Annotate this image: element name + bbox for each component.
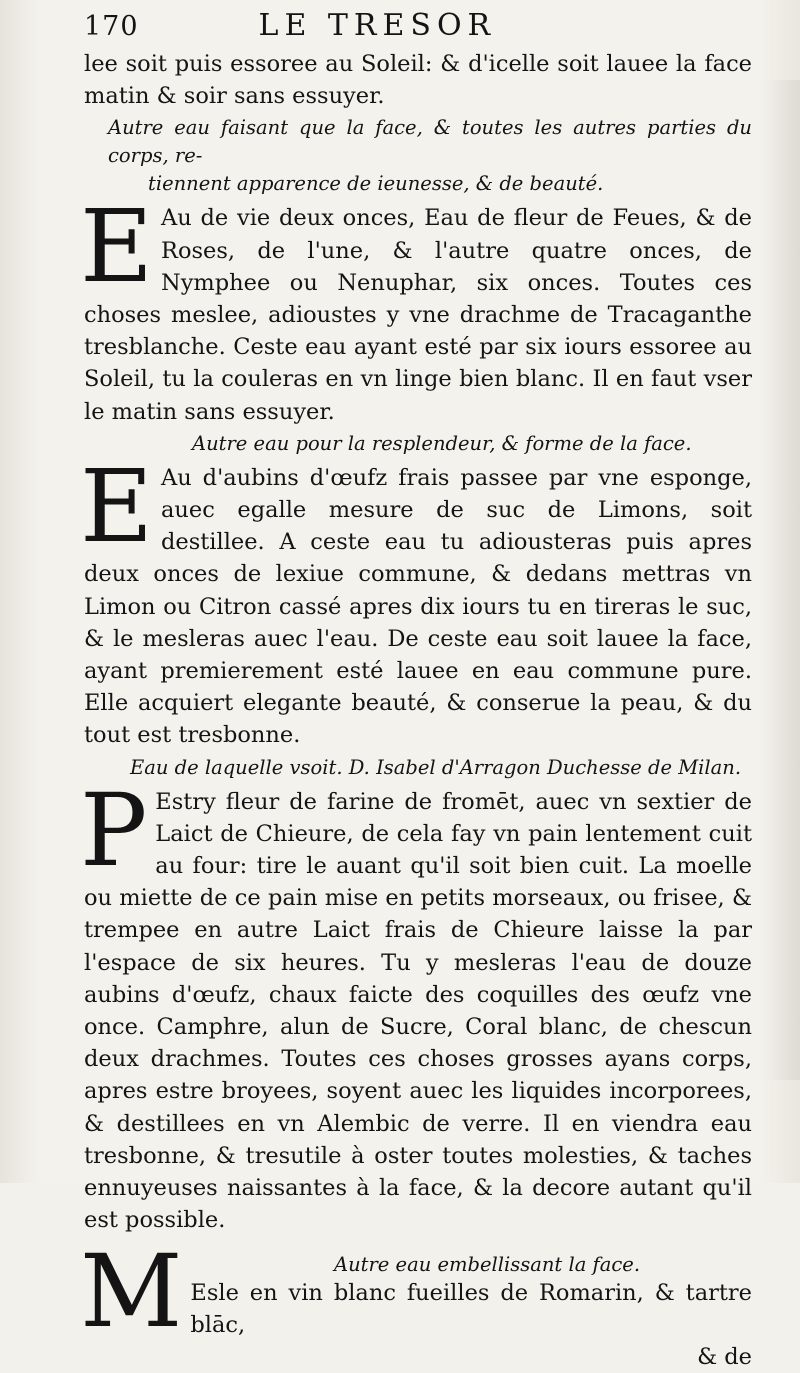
paragraph-3-text: Estry fleur de farine de fromēt, auec vn sextier de Laict de Chieure, de cela fay vn pain lentement cuit au four: tire le auant qu'il soit bien cuit. La moelle ou miette de ce pain mise en petits morseaux, ou frisee, & trempee en autre Laict frais de Chieure laisse la par l'espace de six heures. Tu y mesleras l'eau de douze aubins d'œufz, chaux faicte des coquilles des œufz vne once. Camphre, alun de Sucre, Coral blanc, de chescun deux drachmes. Toutes ces choses grosses ayans corps, apres estre broyees, soyent auec les liquides incorporees, & destillees en vn Alembic de verre. Il en viendra eau tresbonne, & tresutile à oster toutes molesties, & taches ennuyeuses naissantes à la face, & la decore autant qu'il est possible. [84, 789, 752, 1234]
page-header [84, 8, 752, 48]
drop-cap-2: E [80, 464, 153, 552]
heading-1-line-1: Autre eau faisant que la face, & toutes les autres parties du corps, re- [108, 116, 752, 167]
heading-3: Eau de laquelle vsoit. D. Isabel d'Arragon Duchesse de Milan. [84, 754, 752, 782]
drop-cap-1: E [80, 204, 153, 292]
paragraph-3 [84, 786, 752, 1237]
heading-1 [84, 114, 752, 198]
body-text [84, 48, 752, 1373]
paragraph-1-text: Au de vie deux onces, Eau de fleur de Feues, & de Roses, de l'une, & l'autre quatre onces, de Nymphee ou Nenuphar, six onces. Toutes ces choses meslee, adioustes y vne drachme de Tracaganthe tresblanche. Ceste eau ayant esté par six iours essoree au Soleil, tu la couleras en vn linge bien blanc. Il en faut vser le matin sans essuyer. [84, 205, 752, 424]
running-title: LE TRESOR [259, 8, 497, 43]
paragraph-2-text: Au d'aubins d'œufz frais passee par vne esponge, auec egalle mesure de suc de Limons, soit destillee. A ceste eau tu adiousteras puis apres deux onces de lexiue commune, & dedans mettras vn Limon ou Citron cassé apres dix iours tu en tireras le suc, & le mesleras auec l'eau. De ceste eau soit lauee la face, ayant premierement esté lauee en eau commune pure. Elle acquiert elegante beauté, & conserue la peau, & du tout est tresbonne. [84, 465, 752, 749]
page-edge-shadow [760, 80, 800, 1080]
page-number: 170 [84, 11, 139, 42]
paragraph-4-text: Esle en vin blanc fueilles de Romarin, & tartre blāc, [190, 1280, 752, 1338]
paragraph-2 [84, 462, 752, 752]
heading-1-line-2: tiennent apparence de ieunesse, & de beauté. [108, 170, 752, 198]
heading-2: Autre eau pour la resplendeur, & forme de la face. [84, 430, 752, 458]
drop-cap-4: M [80, 1249, 182, 1337]
heading-4: Autre eau embellissant la face. [334, 1249, 640, 1281]
paragraph-1 [84, 202, 752, 427]
catchword: & de [84, 1341, 752, 1373]
paragraph-4 [84, 1247, 752, 1373]
drop-cap-3: P [80, 788, 147, 876]
paragraph-0: lee soit puis essoree au Soleil: & d'icelle soit lauee la face matin & soir sans essuyer. [84, 48, 752, 112]
